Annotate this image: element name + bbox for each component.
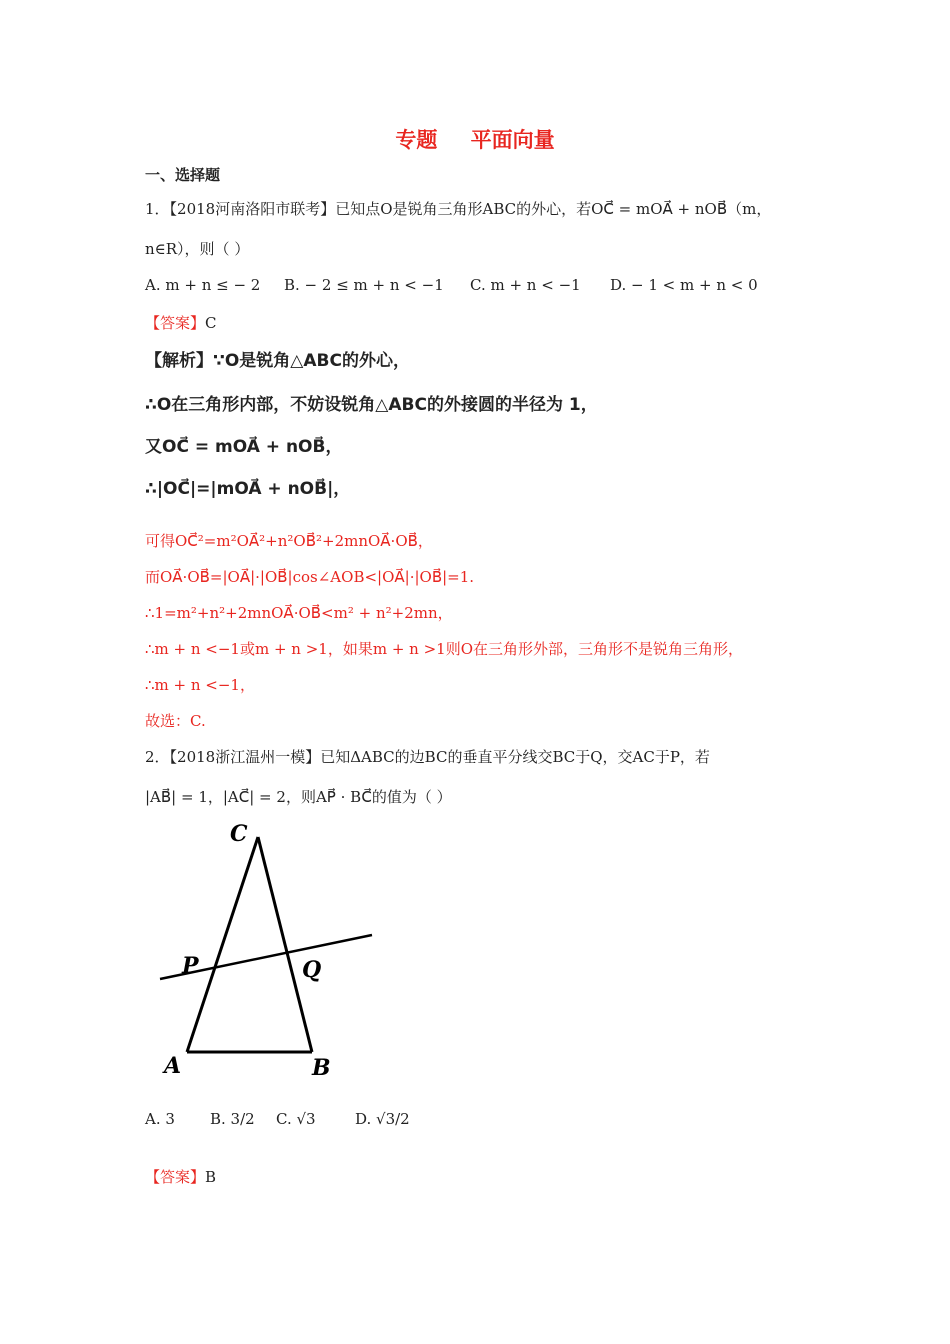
label-b: B <box>312 1055 331 1081</box>
q1-stem-line1: 1．【2018河南洛阳市联考】已知点O是锐角三角形ABC的外心，若OC⃗ = mOA⃗ + nOB⃗（m， <box>145 200 772 218</box>
q1-option-c: C. m + n < −1 <box>470 276 581 294</box>
q1-option-a: A. m + n ≤ − 2 <box>145 276 261 294</box>
triangle-figure <box>150 815 390 1085</box>
q1-analysis-line1: 【解析】∵O是锐角△ABC的外心， <box>145 351 410 371</box>
answer-tag: 【答案】 <box>145 1168 206 1186</box>
q2-option-a: A. 3 <box>145 1110 175 1128</box>
q1-analysis-line4: ∴|OC⃗|=|mOA⃗ + nOB⃗|， <box>145 479 351 499</box>
q1-analysis-line3: 又OC⃗ = mOA⃗ + nOB⃗， <box>145 437 343 457</box>
answer-value: B <box>205 1168 217 1186</box>
q1-answer <box>145 312 217 333</box>
q2-option-d: D. √3/2 <box>355 1110 410 1128</box>
side-cb <box>258 837 312 1052</box>
q1-derivation-line4: ∴m + n <−1或m + n >1，如果m + n >1则O在三角形外部，三角形不是锐角三角形， <box>145 640 744 658</box>
q1-stem-line2: n∈R），则（ ） <box>145 240 250 258</box>
q1-derivation-line1: 可得OC⃗²=m²OA⃗²+n²OB⃗²+2mnOA⃗·OB⃗， <box>145 532 433 550</box>
page-title: 专题 平面向量 <box>395 128 555 152</box>
answer-value: C <box>205 314 217 332</box>
q1-derivation-line2: 而OA⃗·OB⃗=|OA⃗|·|OB⃗|cos∠AOB<|OA⃗|·|OB⃗|=1. <box>145 568 475 586</box>
q1-option-b: B. − 2 ≤ m + n < −1 <box>284 276 444 294</box>
q2-answer <box>145 1166 216 1187</box>
q2-stem-line1: 2．【2018浙江温州一模】已知ΔABC的边BC的垂直平分线交BC于Q，交AC于P，若 <box>145 748 710 766</box>
label-q: Q <box>302 957 322 983</box>
side-ca <box>187 837 258 1052</box>
answer-tag: 【答案】 <box>145 314 206 332</box>
q2-option-c: C. √3 <box>276 1110 316 1128</box>
label-p: P <box>182 953 199 979</box>
q1-option-d: D. − 1 < m + n < 0 <box>610 276 758 294</box>
q1-derivation-line3: ∴1=m²+n²+2mnOA⃗·OB⃗<m² + n²+2mn， <box>145 604 453 622</box>
q1-derivation-line5: ∴m + n <−1， <box>145 676 255 694</box>
label-a: A <box>164 1053 182 1079</box>
q1-derivation-line6: 故选：C. <box>145 712 206 730</box>
q2-stem-line2: |AB⃗| = 1，|AC⃗| = 2，则AP⃗ · BC⃗的值为（ ） <box>145 788 452 806</box>
q1-analysis-line2: ∴O在三角形内部，不妨设锐角△ABC的外接圆的半径为 1， <box>145 395 598 415</box>
section-heading: 一、选择题 <box>145 166 221 184</box>
label-c: C <box>230 821 248 847</box>
q2-option-b: B. 3/2 <box>210 1110 255 1128</box>
